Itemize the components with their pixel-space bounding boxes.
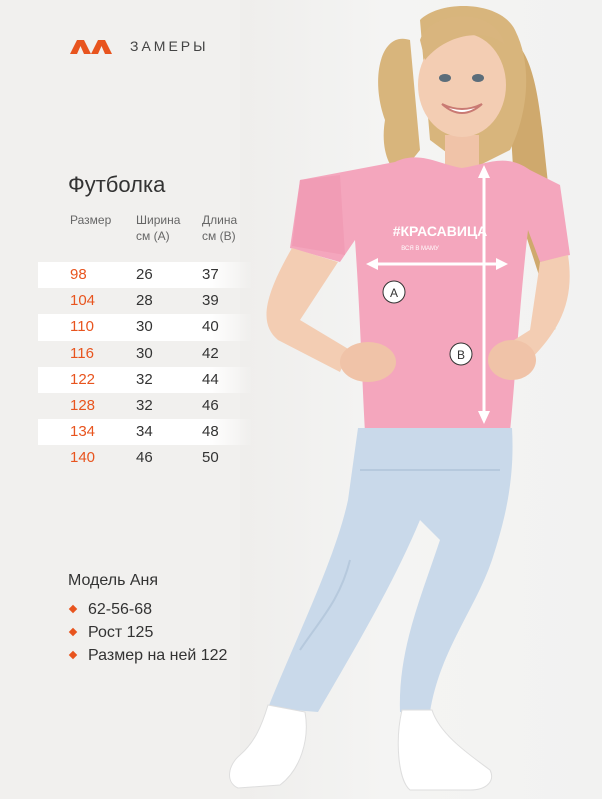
cell-size: 140	[70, 449, 96, 467]
cell-width: 30	[136, 344, 153, 362]
cell-length: 39	[202, 292, 219, 310]
cell-width: 32	[136, 396, 153, 414]
column-header-size: Размер	[70, 213, 112, 227]
cell-width: 34	[136, 423, 153, 441]
cell-length: 42	[202, 344, 219, 362]
list-item: Рост 125	[68, 621, 227, 644]
cell-length: 46	[202, 396, 219, 414]
model-photo	[220, 0, 602, 799]
cell-size: 122	[70, 370, 96, 388]
cell-length: 48	[202, 423, 219, 441]
cell-length: 44	[202, 370, 219, 388]
right-shoe	[398, 710, 491, 790]
column-header-width: Ширина см (А)	[136, 213, 181, 243]
cell-width: 26	[136, 266, 153, 283]
cell-width: 46	[136, 449, 153, 467]
marker-b	[450, 343, 472, 365]
list-item: Размер на ней 122	[68, 644, 227, 667]
cell-width: 28	[136, 292, 153, 310]
marker-a	[383, 281, 405, 303]
shirt-print-main: #КРАСАВИЦА	[392, 223, 488, 239]
cell-size: 104	[70, 292, 96, 310]
model-title: Модель Аня	[68, 572, 159, 589]
model-measurements-list	[68, 598, 227, 667]
cell-size: 116	[70, 344, 94, 362]
header-title: ЗАМЕРЫ	[130, 38, 209, 54]
product-title: Футболка	[68, 172, 166, 197]
svg-text:A: A	[389, 286, 399, 300]
cell-size: 134	[70, 423, 96, 441]
cell-width: 30	[136, 318, 153, 336]
shirt-print-sub: ВСЯ В МАМУ	[401, 246, 439, 252]
left-shoe	[230, 705, 307, 788]
diamond-bullet-icon	[69, 651, 77, 659]
cell-width: 32	[136, 370, 153, 388]
brand-logo	[70, 40, 112, 54]
list-item: 62-56-68	[68, 598, 227, 621]
cell-length: 50	[202, 449, 219, 467]
diamond-bullet-icon	[69, 605, 77, 613]
column-header-length: Длина см (В)	[202, 213, 238, 243]
cell-size: 128	[70, 396, 96, 414]
cell-length: 40	[202, 318, 219, 336]
cell-size: 98	[70, 266, 87, 283]
diamond-bullet-icon	[69, 628, 77, 636]
cell-length: 37	[202, 266, 219, 283]
cell-size: 110	[70, 318, 94, 336]
svg-text:B: B	[456, 348, 466, 362]
